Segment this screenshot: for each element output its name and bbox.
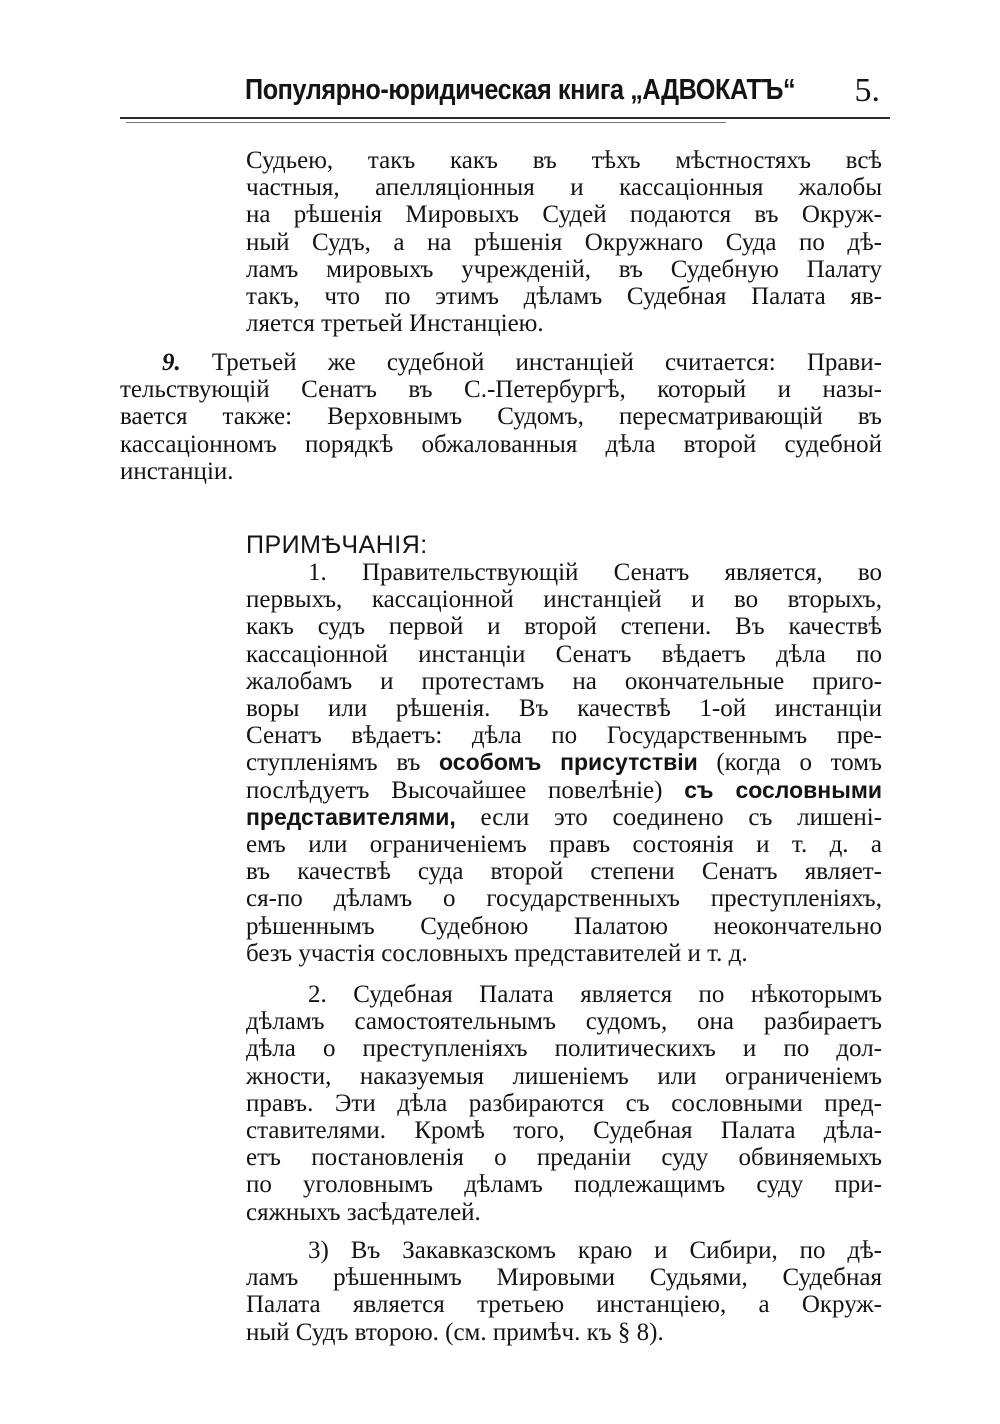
paragraph-number: 9. (162, 349, 181, 376)
text-line: воры или рѣшенія. Въ качествѣ 1-ой инстанціи (246, 695, 882, 723)
text-line: етъ постановленія о преданіи суду обвиняемыхъ (246, 1144, 882, 1172)
note-1 (246, 559, 882, 967)
text-line: ный Судъ, а на рѣшенія Окружнаго Суда по дѣ- (246, 228, 882, 256)
continuation-paragraph (246, 147, 882, 337)
note-3 (246, 1237, 882, 1346)
text-line: какъ судъ первой и второй степени. Въ качествѣ (246, 613, 882, 641)
text-line: тельствующій Сенатъ въ С.-Петербургѣ, который и назы- (120, 376, 882, 404)
header-rule (120, 117, 890, 119)
text-line: безъ участія сословныхъ представителей и т. д. (246, 939, 748, 967)
text-fragment: если это соединено съ лишені- (455, 803, 882, 831)
text-line: жалобамъ и протестамъ на окончательные приго- (246, 667, 882, 695)
text-line: Судьею, такъ какъ въ тѣхъ мѣстностяхъ всѣ (246, 147, 882, 174)
text-line: рѣшеннымъ Судебною Палатою неокончательно (246, 912, 882, 940)
text-line: по уголовнымъ дѣламъ подлежащимъ суду при- (246, 1171, 882, 1199)
emphasis-text: съ сословными (684, 776, 882, 803)
text-line: Сенатъ вѣдаетъ: дѣла по Государственнымъ пре- (246, 722, 882, 750)
text-line: емъ или ограниченіемъ правъ состоянія и т. д. а (246, 831, 882, 859)
paragraph-first-line: Третьей же судебной инстанціей считается: Прави- (211, 349, 882, 376)
text-line: Палата является третьею инстанціею, а Окруж- (246, 1291, 882, 1319)
text-line: кассаціонной инстанціи Сенатъ вѣдаетъ дѣла по (246, 640, 882, 668)
text-line: ламъ мировыхъ учрежденій, въ Судебную Палату (246, 255, 882, 283)
text-line: кассаціонномъ порядкѣ обжалованныя дѣла второй судебной (120, 430, 882, 458)
notes-heading: ПРИМѢЧАНІЯ: (246, 531, 428, 559)
text-line: дѣла о преступленіяхъ политическихъ и по дол- (246, 1035, 882, 1063)
text-line: 2. Судебная Палата является по нѣкоторымъ (308, 981, 882, 1008)
text-line: правъ. Эти дѣла разбираются съ сословными пред- (246, 1089, 882, 1117)
text-line: ламъ рѣшеннымъ Мировыми Судьями, Судебная (246, 1264, 882, 1292)
running-header (120, 74, 890, 130)
text-fragment: послѣдуетъ Высочайшее повелѣніе) (246, 776, 685, 804)
text-line: частныя, апелляціонныя и кассаціонныя жалобы (246, 174, 882, 202)
text-line (120, 349, 882, 376)
text-line: ляется третьей Инстанціею. (246, 310, 544, 338)
header-rule-thin (126, 122, 726, 123)
text-line: 1. Правительствующій Сенатъ является, во (308, 559, 882, 586)
text-line: такъ, что по этимъ дѣламъ Судебная Палата яв- (246, 283, 882, 311)
text-line: на рѣшенія Мировыхъ Судей подаются въ Окруж- (246, 201, 882, 229)
text-fragment: ступленіямъ въ (246, 749, 440, 777)
text-line: ся-по дѣламъ о государственныхъ преступленіяхъ, (246, 885, 882, 913)
text-line: инстанціи. (120, 457, 234, 485)
page-number: 5. (854, 72, 880, 109)
text-line (246, 777, 882, 804)
text-fragment: (когда о томъ (697, 749, 882, 777)
text-line (246, 804, 882, 831)
emphasis-text: особомъ присутствіи (439, 749, 698, 776)
text-line: дѣламъ самостоятельнымъ судомъ, она разбираетъ (246, 1008, 882, 1036)
text-line: сяжныхъ засѣдателей. (246, 1198, 481, 1226)
text-line: 3) Въ Закавказскомъ краю и Сибири, по дѣ- (308, 1237, 882, 1264)
text-line: жности, наказуемыя лишеніемъ или ограниченіемъ (246, 1062, 882, 1090)
text-line: въ качествѣ суда второй степени Сенатъ являет- (246, 858, 882, 886)
text-line: первыхъ, кассаціонной инстанціей и во вторыхъ, (246, 586, 882, 614)
emphasis-text: представителями, (246, 803, 456, 830)
text-line: вается также: Верховнымъ Судомъ, пересматривающій въ (120, 403, 882, 431)
paragraph-9 (120, 349, 882, 485)
note-2 (246, 981, 882, 1226)
running-title: Популярно-юридическая книга „АДВОКАТЪ“ (245, 74, 796, 106)
text-line: ный Судъ второю. (см. примѣч. къ § 8). (246, 1318, 664, 1346)
text-line: ставителями. Кромѣ того, Судебная Палата дѣла- (246, 1117, 882, 1145)
text-line (246, 749, 882, 776)
